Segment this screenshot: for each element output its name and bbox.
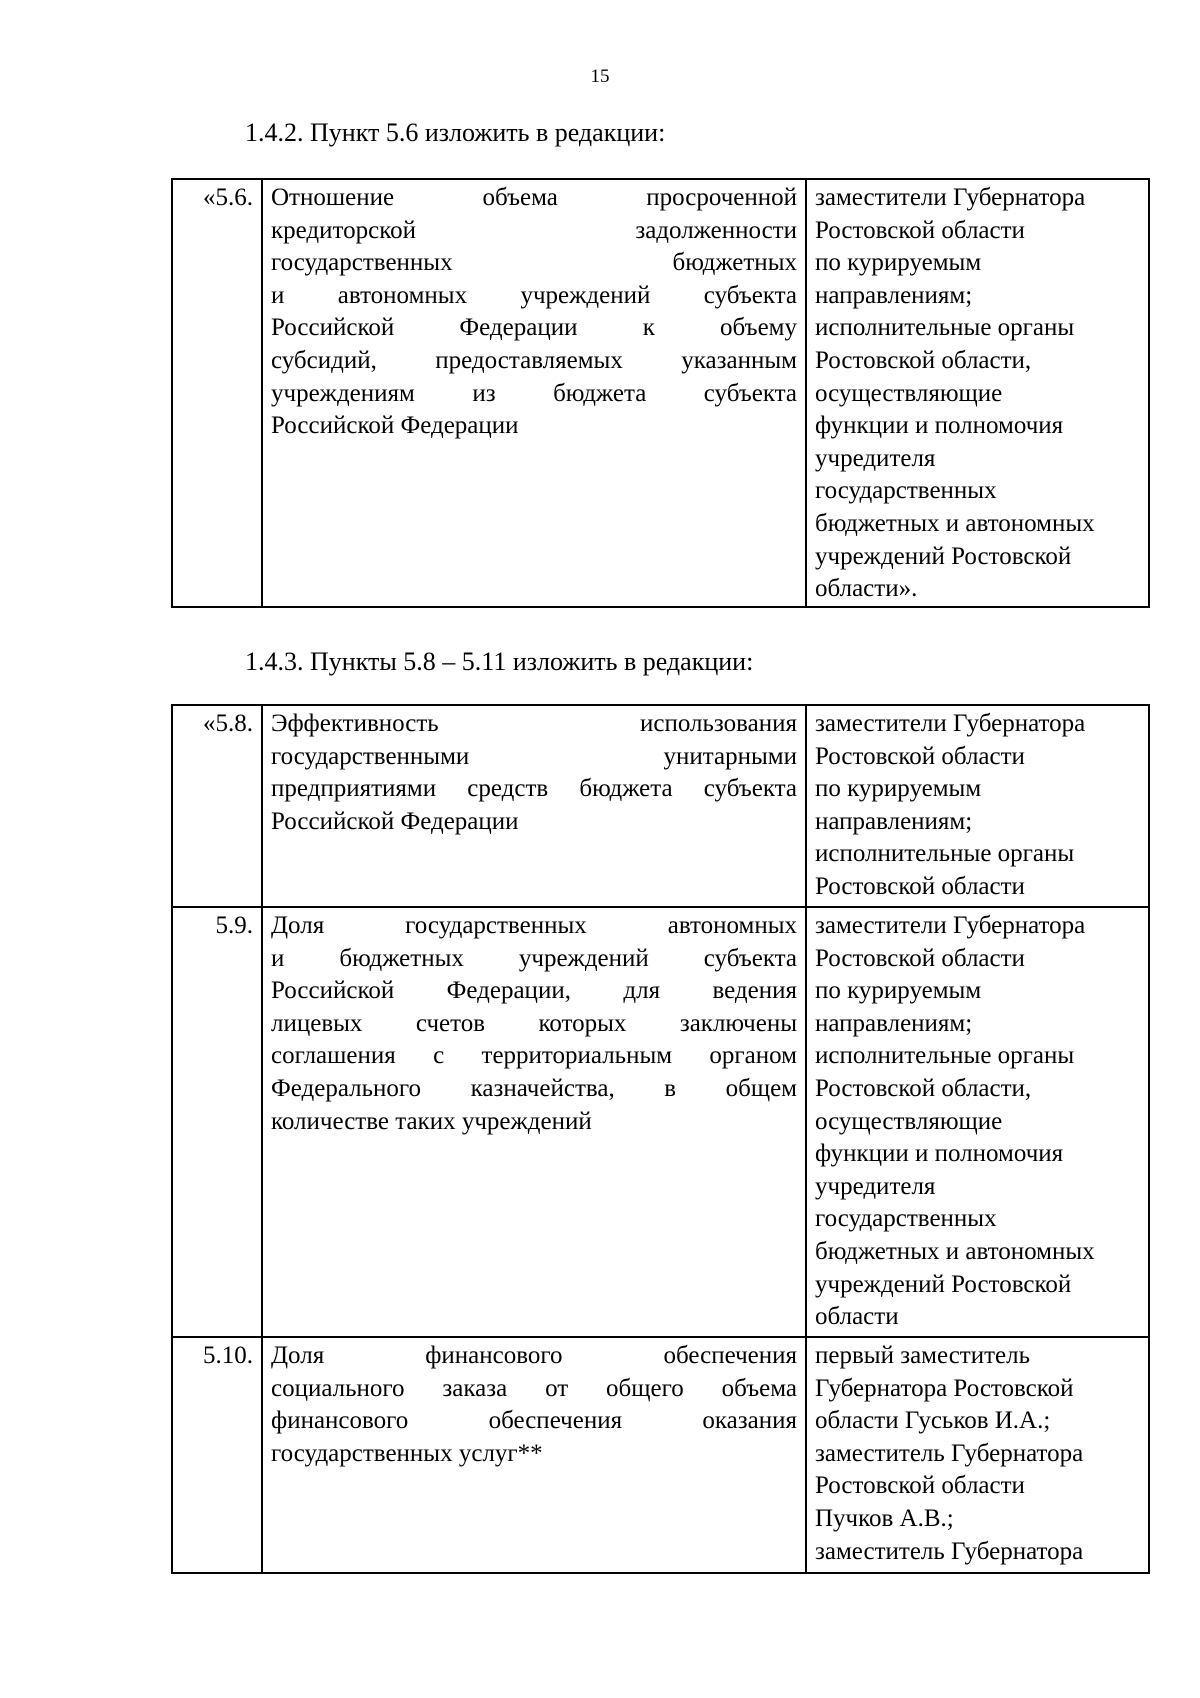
responsible-parties: заместители Губернатора Ростовской области по курируемым направлениям; исполнительные органы Ростовской области, осуществляющие функции и полномочия учредителя государственных бюджетных и автономных учреждений Ростовской области».: [806, 179, 1149, 607]
responsible-parties: первый заместитель Губернатора Ростовской области Гуськов И.А.; заместитель Губернатора Ростовской области Пучков А.В.; заместитель Губернатора: [806, 1337, 1149, 1573]
item-number: «5.8.: [172, 705, 262, 907]
indicator-name: Эффективность использования государственными унитарными предприятиями средств бюджета субъекта Российской Федерации: [262, 705, 806, 907]
table-row: [172, 705, 1149, 907]
amendment-table-5-8-5-11: [171, 704, 1150, 1574]
section-heading-1-4-3: 1.4.3. Пункты 5.8 – 5.11 изложить в редакции:: [245, 647, 754, 676]
table-row: [172, 907, 1149, 1337]
amendment-table-5-6: [171, 178, 1150, 608]
responsible-parties: заместители Губернатора Ростовской области по курируемым направлениям; исполнительные органы Ростовской области, осуществляющие функции и полномочия учредителя государственных бюджетных и автономных учреждений Ростовской области: [806, 907, 1149, 1337]
table-row: [172, 179, 1149, 607]
page-number: 15: [590, 66, 610, 87]
item-number: 5.9.: [172, 907, 262, 1337]
responsible-parties: заместители Губернатора Ростовской области по курируемым направлениям; исполнительные органы Ростовской области: [806, 705, 1149, 907]
indicator-name: Отношение объема просроченной кредиторской задолженности государственных бюджетных и автономных учреждений субъекта Российской Федерации к объему субсидий, предоставляемых указанным учреждениям из бюджета субъекта Российской Федерации: [262, 179, 806, 607]
item-number: «5.6.: [172, 179, 262, 607]
section-heading-1-4-2: 1.4.2. Пункт 5.6 изложить в редакции:: [245, 118, 666, 147]
table-row: [172, 1337, 1149, 1573]
item-number: 5.10.: [172, 1337, 262, 1573]
indicator-name: Доля государственных автономных и бюджетных учреждений субъекта Российской Федерации, для ведения лицевых счетов которых заключены соглашения с территориальным органом Федерального казначейства, в общем количестве таких учреждений: [262, 907, 806, 1337]
indicator-name: Доля финансового обеспечения социального заказа от общего объема финансового обеспечения оказания государственных услуг**: [262, 1337, 806, 1573]
